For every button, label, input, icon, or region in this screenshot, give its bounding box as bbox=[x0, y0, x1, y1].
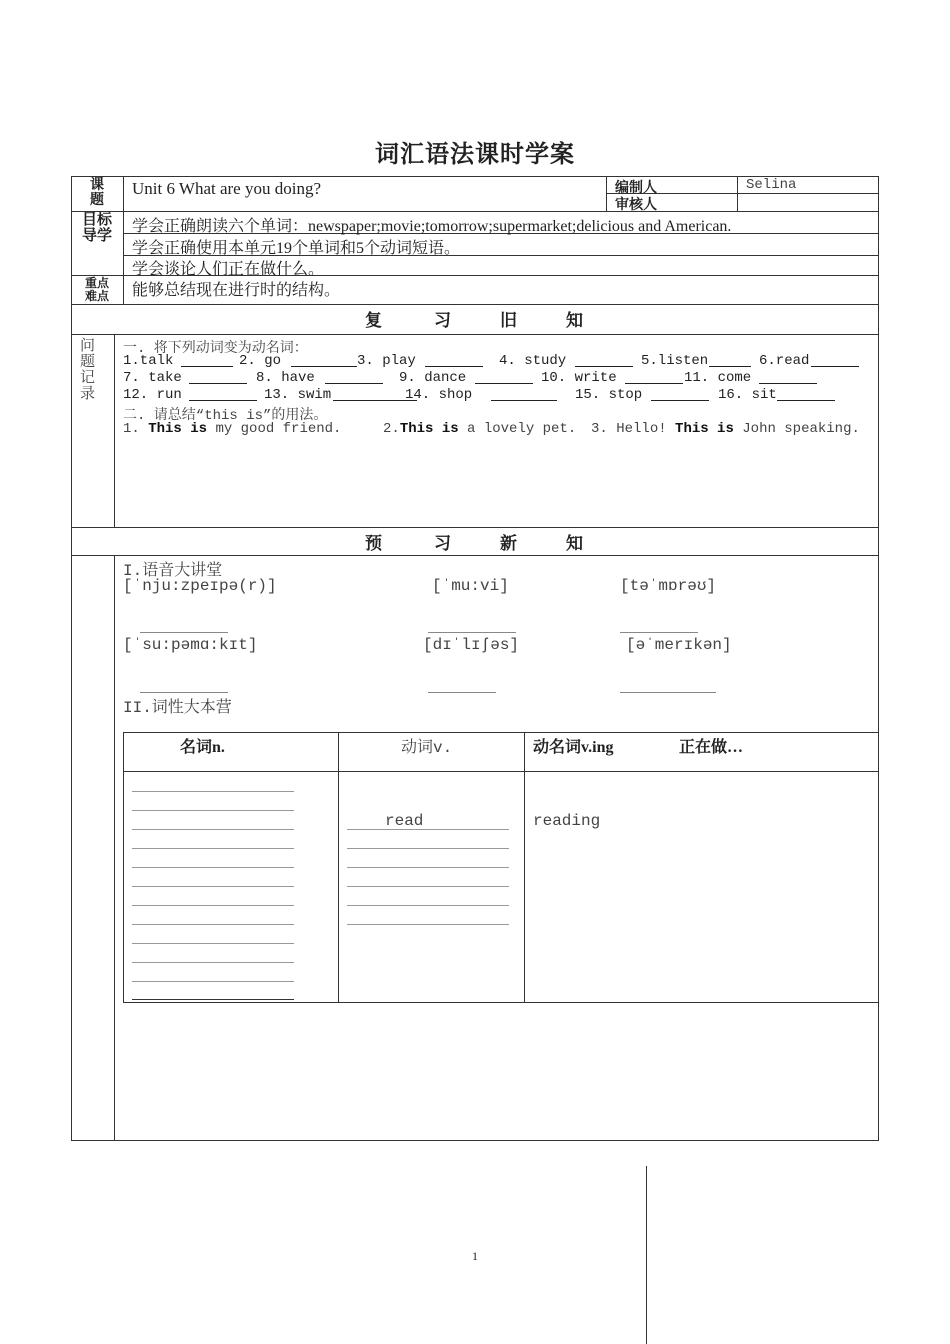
noun-answer-line[interactable] bbox=[132, 962, 294, 963]
noun-answer-line[interactable] bbox=[132, 943, 294, 944]
example-1: 1. This is my good friend. bbox=[123, 421, 342, 437]
table-border-right bbox=[878, 176, 879, 1140]
page-number: 1 bbox=[472, 1249, 478, 1263]
review-heading-3: 旧 bbox=[500, 311, 519, 330]
goals-label: 目标 导学 bbox=[81, 212, 112, 244]
pos-title: II.词性大本营 bbox=[123, 699, 232, 717]
topic-text: Unit 6 What are you doing? bbox=[132, 179, 322, 198]
noun-answer-line[interactable] bbox=[132, 999, 294, 1000]
preview-heading-2: 习 bbox=[434, 534, 453, 553]
answer-blank[interactable] bbox=[759, 371, 817, 384]
answer-blank[interactable] bbox=[777, 388, 835, 401]
exercise-row-3 bbox=[123, 387, 863, 404]
answer-blank[interactable] bbox=[575, 354, 633, 367]
word-have: 8. have bbox=[256, 370, 315, 386]
word-study: 4. study bbox=[499, 353, 567, 369]
noun-answer-line[interactable] bbox=[132, 981, 294, 982]
noun-answer-line[interactable] bbox=[132, 867, 294, 868]
exercise-row-2 bbox=[123, 370, 863, 387]
word-sit: 16. sit bbox=[718, 387, 777, 403]
phonetic-newspaper: [ˈnju:zpeɪpə(r)] bbox=[123, 577, 277, 595]
answer-blank[interactable] bbox=[811, 354, 859, 367]
phonetic-american: [əˈmerɪkən] bbox=[626, 636, 732, 654]
word-go: 2. go bbox=[239, 353, 282, 369]
answer-blank[interactable] bbox=[625, 371, 683, 384]
verb-answer-line[interactable] bbox=[347, 886, 509, 887]
exercise2-title: 二. 请总结“this is”的用法。 bbox=[123, 408, 328, 424]
phonetic-movie: [ˈmu:vi] bbox=[432, 577, 509, 595]
answer-blank[interactable] bbox=[651, 388, 709, 401]
phonetic-delicious: [dɪˈlɪʃəs] bbox=[423, 636, 520, 654]
notes-side-label: 问 题 记 录 bbox=[80, 338, 96, 402]
answer-line[interactable] bbox=[428, 632, 516, 633]
review-heading-2: 习 bbox=[434, 311, 453, 330]
header-gerund: 动名词v.ing bbox=[533, 739, 614, 756]
header-doing: 正在做… bbox=[679, 739, 744, 756]
exercise1-title: 一. 将下列动词变为动名词： bbox=[123, 341, 308, 357]
word-take: 7. take bbox=[123, 370, 182, 386]
key-text: 能够总结现在进行时的结构。 bbox=[132, 282, 341, 299]
reviewer-label: 审核人 bbox=[615, 198, 657, 213]
word-run: 12. run bbox=[123, 387, 182, 403]
editor-value: Selina bbox=[746, 177, 797, 193]
verb-answer-line[interactable] bbox=[347, 867, 509, 868]
verb-answer-line[interactable] bbox=[347, 848, 509, 849]
verb-answer-line[interactable] bbox=[347, 905, 509, 906]
goal-item-2: 学会正确使用本单元19个单词和5个动词短语。 bbox=[132, 240, 461, 257]
answer-blank[interactable] bbox=[181, 354, 233, 367]
answer-blank[interactable] bbox=[291, 354, 357, 367]
verb-answer-line[interactable] bbox=[347, 829, 509, 830]
word-talk: 1.talk bbox=[123, 353, 174, 369]
key-label: 重点 难点 bbox=[84, 276, 109, 303]
word-play: 3. play bbox=[357, 353, 416, 369]
answer-line[interactable] bbox=[620, 632, 698, 633]
phonetic-supermarket: [ˈsu:pəmɑ:kɪt] bbox=[123, 636, 258, 654]
verb-example: read bbox=[385, 812, 424, 830]
answer-blank[interactable] bbox=[189, 388, 257, 401]
page-title: 词汇语法课时学案 bbox=[375, 142, 575, 168]
preview-heading-1: 预 bbox=[365, 534, 384, 553]
word-write: 10. write bbox=[541, 370, 617, 386]
word-shop: 14. shop bbox=[405, 387, 473, 403]
table-border-bottom bbox=[71, 1140, 879, 1141]
word-read: 6.read bbox=[759, 353, 810, 369]
answer-blank[interactable] bbox=[189, 371, 247, 384]
word-come: 11. come bbox=[684, 370, 752, 386]
noun-answer-line[interactable] bbox=[132, 829, 294, 830]
answer-line[interactable] bbox=[140, 632, 228, 633]
exercise-row-1 bbox=[123, 353, 863, 370]
answer-line[interactable] bbox=[620, 692, 716, 693]
review-heading-1: 复 bbox=[365, 311, 384, 330]
topic-label: 课 题 bbox=[90, 178, 104, 208]
editor-label: 编制人 bbox=[615, 181, 657, 196]
header-verb: 动词v. bbox=[401, 739, 453, 757]
answer-blank[interactable] bbox=[475, 371, 533, 384]
preview-heading-4: 知 bbox=[566, 534, 585, 553]
word-swim: 13. swim bbox=[264, 387, 332, 403]
goal-item-1: 学会正确朗读六个单词：newspaper;movie;tomorrow;supermarket;delicious and American. bbox=[132, 218, 732, 235]
phonetic-tomorrow: [təˈmɒrəʊ] bbox=[620, 577, 717, 595]
noun-answer-line[interactable] bbox=[132, 810, 294, 811]
phonics-title: I.语音大讲堂 bbox=[123, 562, 223, 580]
word-listen: 5.listen bbox=[641, 353, 709, 369]
verb-answer-line[interactable] bbox=[347, 924, 509, 925]
example-3: 3. Hello! This is John speaking. bbox=[591, 421, 860, 437]
answer-blank[interactable] bbox=[425, 354, 483, 367]
answer-blank[interactable] bbox=[325, 371, 383, 384]
goal-item-3: 学会谈论人们正在做什么。 bbox=[132, 261, 325, 278]
answer-line[interactable] bbox=[428, 692, 496, 693]
noun-answer-line[interactable] bbox=[132, 848, 294, 849]
gerund-example: reading bbox=[533, 812, 601, 830]
answer-line[interactable] bbox=[140, 692, 228, 693]
header-noun: 名词n. bbox=[180, 739, 225, 756]
noun-answer-line[interactable] bbox=[132, 791, 294, 792]
example-2: 2.This is a lovely pet. bbox=[383, 421, 577, 437]
noun-answer-line[interactable] bbox=[132, 905, 294, 906]
answer-blank[interactable] bbox=[491, 388, 557, 401]
noun-answer-line[interactable] bbox=[132, 924, 294, 925]
table-border-left bbox=[71, 176, 72, 1140]
noun-answer-line[interactable] bbox=[132, 886, 294, 887]
preview-heading-3: 新 bbox=[500, 534, 519, 553]
word-dance: 9. dance bbox=[399, 370, 467, 386]
review-heading-4: 知 bbox=[566, 311, 585, 330]
word-stop: 15. stop bbox=[575, 387, 643, 403]
answer-blank[interactable] bbox=[709, 354, 751, 367]
